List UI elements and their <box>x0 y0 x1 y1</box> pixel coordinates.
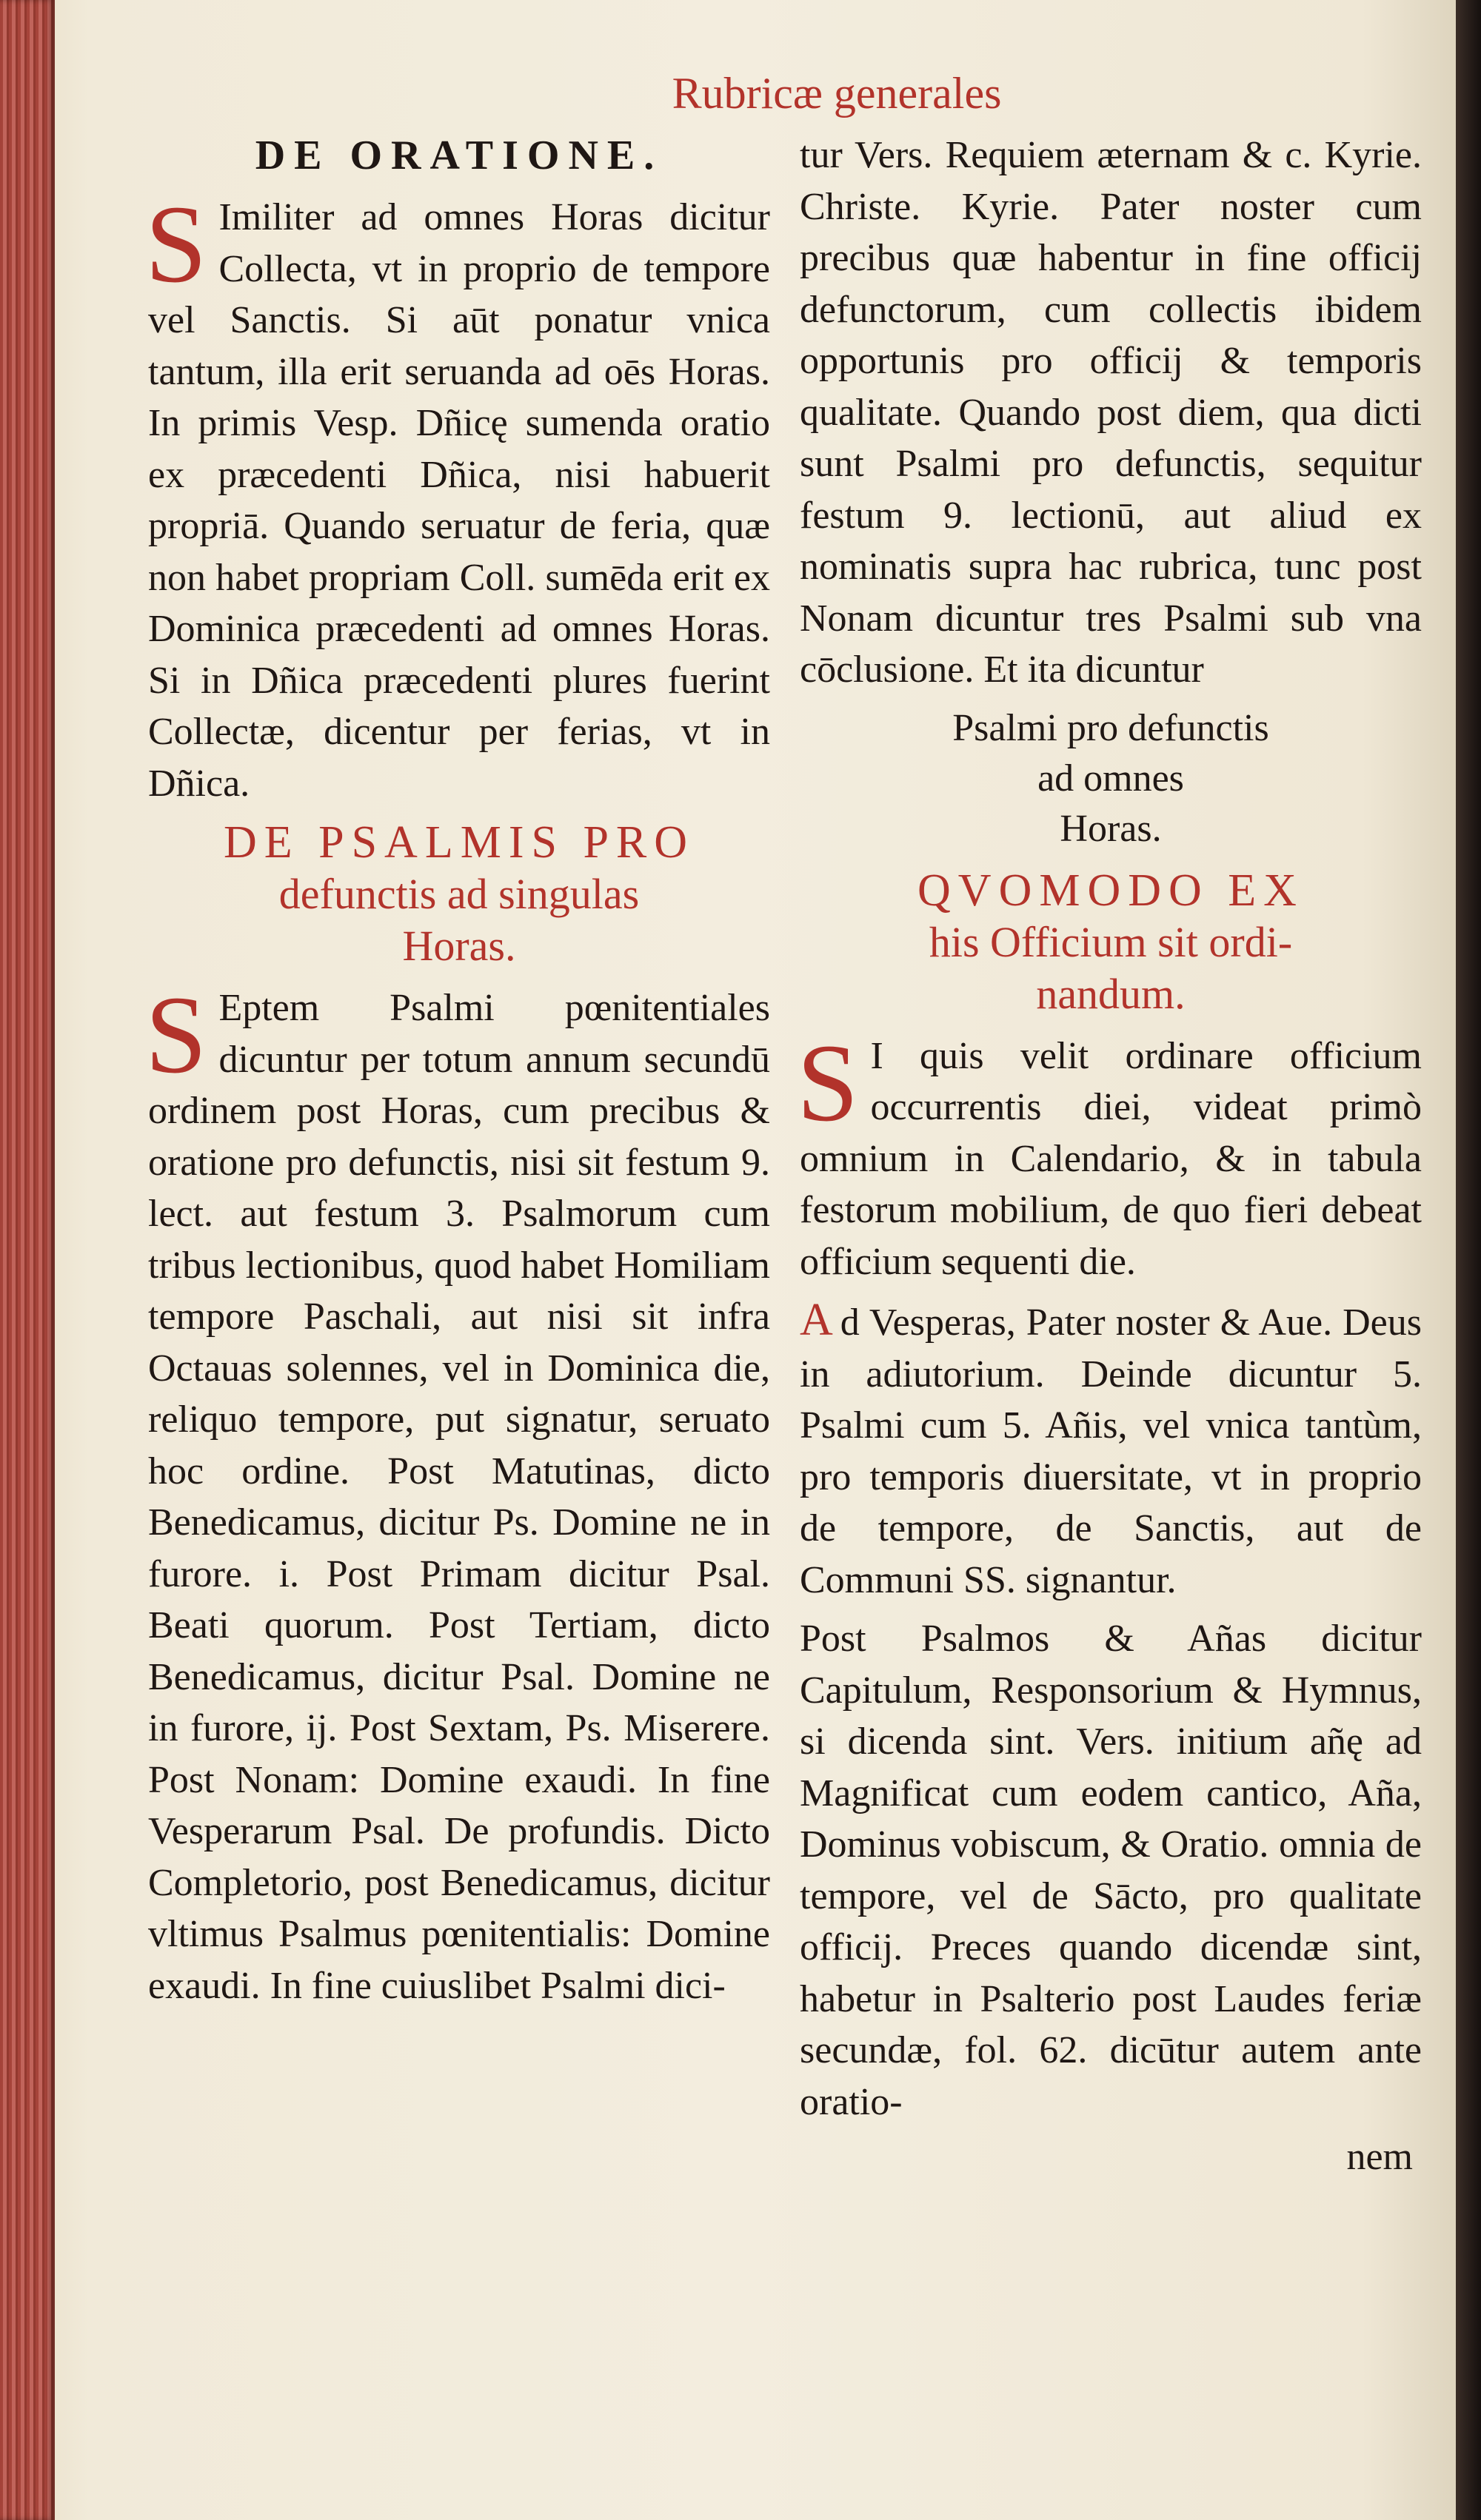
paragraph-si-quis <box>797 1021 1422 1288</box>
paragraph-text: Imiliter ad omnes Horas dicitur Collecta, vt in proprio de tempore vel Sanctis. Si aūt ponatur vnica tantum, illa erit seruanda ad oēs Horas. In primis Vesp. Dñicę sumenda oratio ex præcedenti Dñica, nisi habuerit propriā. Quando seruatur de feria, quæ non habet propriam Coll. sumēda erit ex Dominica præcedenti ad omnes Horas. Si in Dñica præcedenti plures fuerint Collectæ, dicentur per ferias, vt in Dñica. <box>148 196 770 805</box>
heading-line: nandum. <box>1036 969 1186 1018</box>
paragraph-oratione <box>145 183 770 809</box>
initial-a: A <box>800 1295 833 1345</box>
paragraph-psalmis <box>145 974 770 2011</box>
heading-line: QVOMODO EX <box>917 865 1304 916</box>
heading-quomodo <box>800 865 1422 1020</box>
paragraph-text: Eptem Psalmi pœnitentiales dicuntur per totum annum secundū ordinem post Horas, cum precibus & oratione pro defunctis, nisi sit festum 9. lect. aut festum 3. Psalmorum cum tribus lectionibus, quod habet Homiliam tempore Paschali, aut nisi sit infra Octauas solennes, vel in Dominica die, reliquo tempore, put signatur, seruato hoc ordine. Post Matutinas, dicto Benedicamus, dicitur Ps. Domine ne in furore. i. Post Primam dicitur Psal. Beati quorum. Post Tertiam, dicto Benedicamus, dicitur Psal. Domine ne in furore, ij. Post Sextam, Ps. Miserere. Post Nonam: Domine exaudi. In fine Vesperarum Psal. De profundis. Dicto Completorio, post Benedicamus, dicitur vltimus Psalmus pœnitentialis: Domine exaudi. In fine cuiuslibet Psalmi dici- <box>148 987 770 2007</box>
book-gutter-shadow <box>1456 0 1481 2520</box>
centered-line: ad omnes <box>1037 757 1184 800</box>
centered-line: Psalmi pro defunctis <box>952 706 1269 749</box>
running-head: Rubricæ generales <box>672 69 1002 118</box>
drop-cap-s: S <box>145 183 207 306</box>
left-column <box>145 130 770 2484</box>
catchword: nem <box>1346 2136 1413 2178</box>
heading-line: Horas. <box>402 922 516 970</box>
paragraph-text: I quis velit ordinare officium occurrentis diei, videat primò omnium in Calendario, & in tabula festorum mobilium, de quo fieri debeat officium sequenti die. <box>800 1034 1422 1283</box>
centered-line: Horas. <box>1060 807 1162 850</box>
centered-lines <box>800 703 1422 854</box>
heading-line: DE PSALMIS PRO <box>223 817 695 868</box>
paragraph-text: d Vesperas, Pater noster & Aue. Deus in adiutorium. Deinde dicuntur 5. Psalmi cum 5. Añis, vel vnica tantùm, pro temporis diuersitate, vt in proprio de tempore, de Sanctis, aut de Communi SS. signantur. <box>800 1301 1422 1601</box>
heading-de-oratione: DE ORATIONE. <box>255 133 663 178</box>
drop-cap-s: S <box>145 974 207 1096</box>
red-page-edge <box>0 0 55 2520</box>
drop-cap-s: S <box>797 1021 859 1145</box>
heading-line: defunctis ad singulas <box>278 870 640 918</box>
heading-de-psalmis <box>148 817 770 972</box>
paragraph-post-psalmos: Post Psalmos & Añas dicitur Capitulum, Responsorium & Hymnus, si dicenda sint. Vers. initium añę ad Magnificat cum eodem cantico, Aña, Dominus vobiscum, & Oratio. omnia de tempore, vel de Sācto, pro qualitate officij. Preces quando dicendæ sint, habetur in Psalterio post Laudes feriæ secundæ, fol. 62. dicūtur autem ante oratio- <box>800 1618 1422 2123</box>
right-column <box>797 130 1422 2484</box>
paragraph-ad-vesperas <box>800 1295 1422 1606</box>
paragraph-continuation: tur Vers. Requiem æternam & c. Kyrie. Christe. Kyrie. Pater noster cum precibus quæ habentur in fine officij defunctorum, cum collectis ibidem opportunis pro officij & temporis qualitate. Quando post diem, qua dicti sunt Psalmi pro defunctis, sequitur festum 9. lectionū, aut aliud ex nominatis supra hac rubrica, tunc post Nonam dicuntur tres Psalmi sub vna cōclusione. Et ita dicuntur <box>800 134 1422 691</box>
heading-line: his Officium sit ordi- <box>929 917 1293 966</box>
